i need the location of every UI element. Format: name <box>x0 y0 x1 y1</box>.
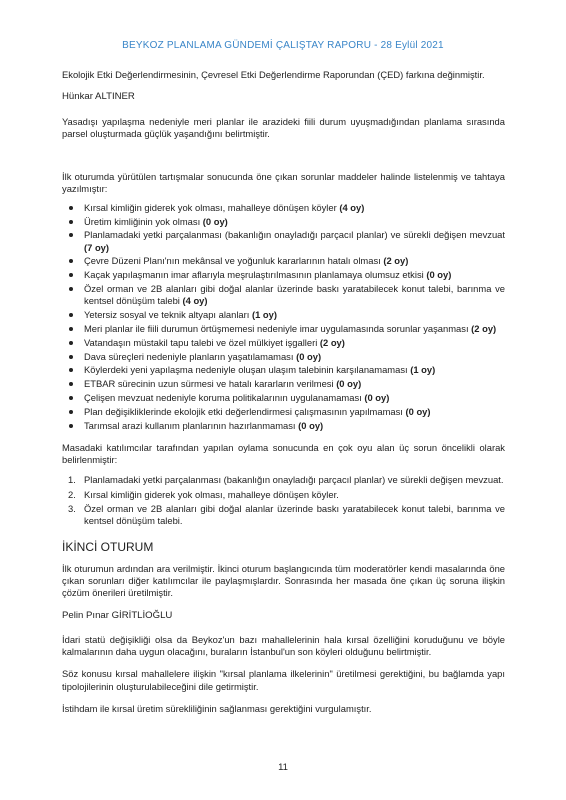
bullet-icon <box>69 368 73 372</box>
list-item <box>62 202 505 214</box>
vote-count: (4 oy) <box>339 201 365 213</box>
speaker-paragraph: Söz konusu kırsal mahallelere ilişkin "kırsal planlama ilkelerinin" üretilmesi gerektiğini, bu bağlamda yapı tipolojilerinin oluşturulabileceğini dile getirmiştir. <box>62 668 505 692</box>
issue-text: Planlamadaki yetki parçalanması (bakanlığın onayladığı parçacıl planlar) ve sürekli değişen mevzuat <box>84 229 505 241</box>
issues-intro: İlk oturumda yürütülen tartışmalar sonucunda öne çıkan sorunlar maddeler halinde listelenmiş ve tahtaya yazılmıştır: <box>62 171 505 195</box>
issue-text: Çelişen mevzuat nedeniyle koruma politikalarının uygulanamaması <box>84 391 362 403</box>
list-item <box>62 364 505 376</box>
bullet-icon <box>69 355 73 359</box>
bullet-icon <box>69 220 73 224</box>
vote-count: (0 oy) <box>426 269 452 281</box>
speaker-paragraph: İdari statü değişikliği olsa da Beykoz'un bazı mahallelerinin hala kırsal özelliğini koruduğunu ve böyle kalmalarının daha uygun olacağını, buraların İstanbul'un son köyleri olduğunu belirtmiştir. <box>62 633 505 658</box>
item-number: 1. <box>68 474 76 486</box>
section-heading: İKİNCİ OTURUM <box>62 539 154 554</box>
bullet-icon <box>69 382 73 386</box>
bullet-icon <box>69 327 73 331</box>
list-item <box>62 392 505 404</box>
list-item <box>62 489 505 501</box>
top-issue-text: Kırsal kimliğin giderek yok olması, mahalleye dönüşen köyler. <box>84 488 339 500</box>
list-item <box>62 255 505 267</box>
issue-text: Çevre Düzeni Planı'nın mekânsal ve yoğunluk kararlarının hatalı olması <box>84 255 381 267</box>
list-item <box>62 309 505 321</box>
bullet-icon <box>69 410 73 414</box>
item-number: 3. <box>68 503 76 515</box>
speaker-name: Pelin Pınar GİRİTLİOĞLU <box>62 609 173 621</box>
issue-text: Köylerdeki yeni yapılaşma nedeniyle oluşan ulaşım talebinin karşılanamaması <box>84 364 408 376</box>
voting-intro: Masadaki katılımcılar tarafından yapılan oylama sonucunda en çok oyu alan üç sorun öncelikli olarak belirlenmiştir: <box>62 441 505 466</box>
vote-count: (0 oy) <box>336 378 362 390</box>
list-item <box>62 269 505 281</box>
list-item <box>62 283 505 308</box>
bullet-icon <box>69 273 73 277</box>
bullet-icon <box>69 233 73 237</box>
issue-text: Üretim kimliğinin yok olması <box>84 215 201 227</box>
list-item <box>62 420 505 432</box>
list-item <box>62 229 505 254</box>
running-header: BEYKOZ PLANLAMA GÜNDEMİ ÇALIŞTAY RAPORU - 28 Eylül 2021 <box>122 40 444 51</box>
vote-count: (7 oy) <box>84 241 110 253</box>
list-item <box>62 474 505 486</box>
issue-text: Plan değişikliklerinde ekolojik etki değerlendirmesi çalışmasının yapılmaması <box>84 405 403 417</box>
intro-paragraph: Ekolojik Etki Değerlendirmesinin, Çevresel Etki Değerlendirme Raporundan (ÇED) farkına değinmiştir. <box>62 69 485 80</box>
vote-count: (0 oy) <box>405 405 431 417</box>
bullet-icon <box>69 396 73 400</box>
issue-text: Özel orman ve 2B alanları gibi doğal alanlar üzerinde baskı yaratabilecek konut talebi, barınma ve kentsel dönüşüm talebi <box>84 283 505 307</box>
issue-text: Tarımsal arazi kullanım planlarının hazırlanmaması <box>84 419 296 431</box>
vote-count: (4 oy) <box>182 295 208 307</box>
list-item <box>62 351 505 363</box>
issue-text: Meri planlar ile fiili durumun örtüşmemesi nedeniyle imar uygulamasında sorunlar yaşanması <box>84 322 469 334</box>
page-content <box>62 69 505 715</box>
vote-count: (1 oy) <box>251 309 277 321</box>
bullet-icon <box>69 341 73 345</box>
bullet-icon <box>69 424 73 428</box>
list-item <box>62 503 505 528</box>
issue-text: Kaçak yapılaşmanın imar aflarıyla meşrulaştırılmasının planlamaya olumsuz etkisi <box>84 269 424 281</box>
list-item <box>62 406 505 418</box>
issues-list <box>62 202 505 432</box>
issue-text: Vatandaşın müstakil tapu talebi ve özel mülkiyet işgalleri <box>84 336 318 348</box>
vote-count: (0 oy) <box>298 419 324 431</box>
speaker-paragraph: İstihdam ile kırsal üretim sürekliliğinin sağlanması gerektiğini vurgulamıştır. <box>62 702 372 714</box>
section-paragraph: İlk oturumun ardından ara verilmiştir. İkinci oturum başlangıcında tüm moderatörler kendi masalarında öne çıkan sorunları diğer katılımcılar ile paylaşmışlardır. Sonrasında her masada öne çıkan üç soruna ilişkin çözüm önerileri üretilmiştir. <box>62 562 505 599</box>
top-issue-text: Özel orman ve 2B alanları gibi doğal alanlar üzerinde baskı yaratabilecek konut talebi, barınma ve kentsel dönüşüm talebi. <box>84 503 505 527</box>
speaker-statement: Yasadışı yapılaşma nedeniyle meri planlar ile arazideki fiili durum uyuşmadığından planlama sırasında parsel oluşturmada güçlük yaşandığını belirtmiştir. <box>62 115 505 139</box>
list-item <box>62 337 505 349</box>
vote-count: (2 oy) <box>383 255 409 267</box>
list-item <box>62 216 505 228</box>
list-item <box>62 378 505 390</box>
bullet-icon <box>69 259 73 263</box>
spacer <box>62 140 505 171</box>
issue-text: Kırsal kimliğin giderek yok olması, mahalleye dönüşen köyler <box>84 201 337 213</box>
vote-count: (0 oy) <box>202 215 228 227</box>
bullet-icon <box>69 287 73 291</box>
speaker-name: Hünkar ALTINER <box>62 91 135 103</box>
list-item <box>62 323 505 335</box>
vote-count: (2 oy) <box>471 322 497 334</box>
bullet-icon <box>69 206 73 210</box>
top-issue-text: Planlamadaki yetki parçalanması (bakanlığın onayladığı parçacıl planlar) ve sürekli değişen mevzuat. <box>84 474 504 486</box>
issue-text: Dava süreçleri nedeniyle planların yaşatılamaması <box>84 350 294 362</box>
issue-text: ETBAR sürecinin uzun sürmesi ve hatalı kararların verilmesi <box>84 378 334 390</box>
top-issues-list <box>62 474 505 527</box>
issue-text: Yetersiz sosyal ve teknik altyapı alanları <box>84 309 250 321</box>
item-number: 2. <box>68 488 76 500</box>
page-number: 11 <box>278 762 288 773</box>
vote-count: (0 oy) <box>364 391 390 403</box>
bullet-icon <box>69 313 73 317</box>
vote-count: (0 oy) <box>296 350 322 362</box>
vote-count: (2 oy) <box>319 336 345 348</box>
vote-count: (1 oy) <box>410 364 436 376</box>
